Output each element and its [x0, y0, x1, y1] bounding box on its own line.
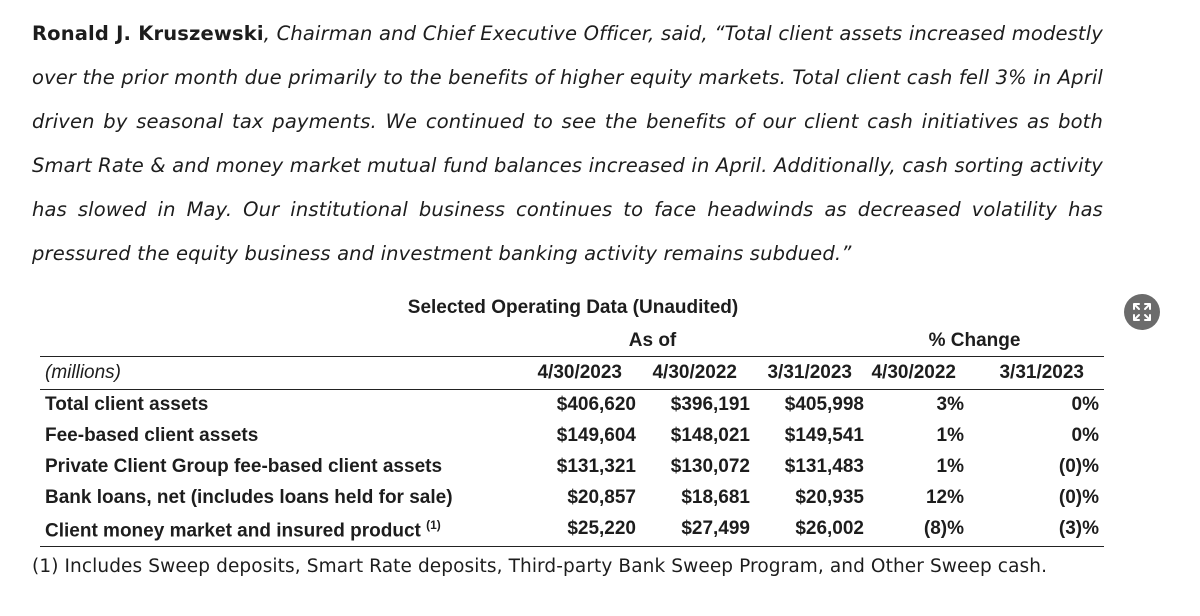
table-row	[40, 452, 1104, 483]
cell-value: (8)%	[923, 518, 964, 539]
cell-value: (0)%	[1058, 487, 1099, 508]
cell-value: $18,681	[681, 487, 750, 508]
expand-button[interactable]	[1124, 294, 1160, 330]
cell-value: $130,072	[670, 456, 750, 477]
table-row	[40, 421, 1104, 452]
cell-value: $26,002	[795, 518, 864, 539]
group-header-rule	[862, 356, 1104, 357]
quote-text: , Chairman and Chief Executive Officer, said, “Total client assets increased modestly over the prior month due primarily to the benefits of higher equity markets. Total client cash fell 3% in April driven by seasonal tax payments. We continued to see the benefits of our client cash initiatives as both Smart Rate & and money market mutual fund balances increased in April. Additionally, cash sorting activity has slowed in May. Our institutional business continues to face headwinds as decreased volatility has pressured the equity business and investment banking activity remains subdued.”	[32, 22, 1103, 265]
cell-value: 1%	[936, 456, 964, 477]
cell-value: $131,483	[784, 456, 864, 477]
cell-value: $20,935	[795, 487, 864, 508]
cell-value: 12%	[925, 487, 964, 508]
cell-value: $25,220	[567, 518, 636, 539]
as-of-group-header: As of	[628, 330, 677, 351]
cell-value: $406,620	[556, 394, 636, 415]
units-label: (millions)	[45, 362, 121, 383]
cell-value: 1%	[936, 425, 964, 446]
header-top-rule	[40, 356, 862, 357]
executive-quote	[32, 12, 1103, 276]
percent-change-group-header: % Change	[928, 330, 1021, 351]
row-label	[45, 518, 441, 542]
cell-value: $405,998	[784, 394, 864, 415]
footnote: (1) Includes Sweep deposits, Smart Rate deposits, Third-party Bank Sweep Program, and Other Sweep cash.	[32, 556, 1048, 577]
col-header-4-30-2023: 4/30/2023	[537, 362, 622, 383]
cell-value: (3)%	[1058, 518, 1099, 539]
cell-value: $131,321	[556, 456, 636, 477]
row-label-text: Client money market and insured product	[45, 520, 427, 542]
col-header-change-vs-4-30-2022: 4/30/2022	[871, 362, 956, 383]
table-title: Selected Operating Data (Unaudited)	[407, 297, 739, 318]
cell-value: $27,499	[681, 518, 750, 539]
table-row	[40, 514, 1104, 545]
cell-value: $149,541	[784, 425, 864, 446]
col-header-4-30-2022: 4/30/2022	[652, 362, 737, 383]
column-header-row	[40, 358, 1104, 389]
row-label: Bank loans, net (includes loans held for sale)	[45, 487, 453, 508]
speaker-name: Ronald J. Kruszewski	[32, 22, 264, 45]
cell-value: 3%	[936, 394, 964, 415]
cell-value: $20,857	[567, 487, 636, 508]
footnote-marker: (1)	[426, 518, 441, 532]
row-label: Fee-based client assets	[45, 425, 259, 446]
cell-value: (0)%	[1058, 456, 1099, 477]
col-header-3-31-2023: 3/31/2023	[767, 362, 852, 383]
cell-value: 0%	[1071, 425, 1099, 446]
table-bottom-rule	[40, 546, 1104, 547]
cell-value: $396,191	[670, 394, 750, 415]
expand-arrows-icon	[1132, 302, 1152, 322]
row-label: Total client assets	[45, 394, 209, 415]
row-label: Private Client Group fee-based client assets	[45, 456, 443, 477]
table-row	[40, 390, 1104, 421]
cell-value: $149,604	[556, 425, 636, 446]
table-row	[40, 483, 1104, 514]
cell-value: 0%	[1071, 394, 1099, 415]
cell-value: $148,021	[670, 425, 750, 446]
col-header-change-vs-3-31-2023: 3/31/2023	[999, 362, 1084, 383]
